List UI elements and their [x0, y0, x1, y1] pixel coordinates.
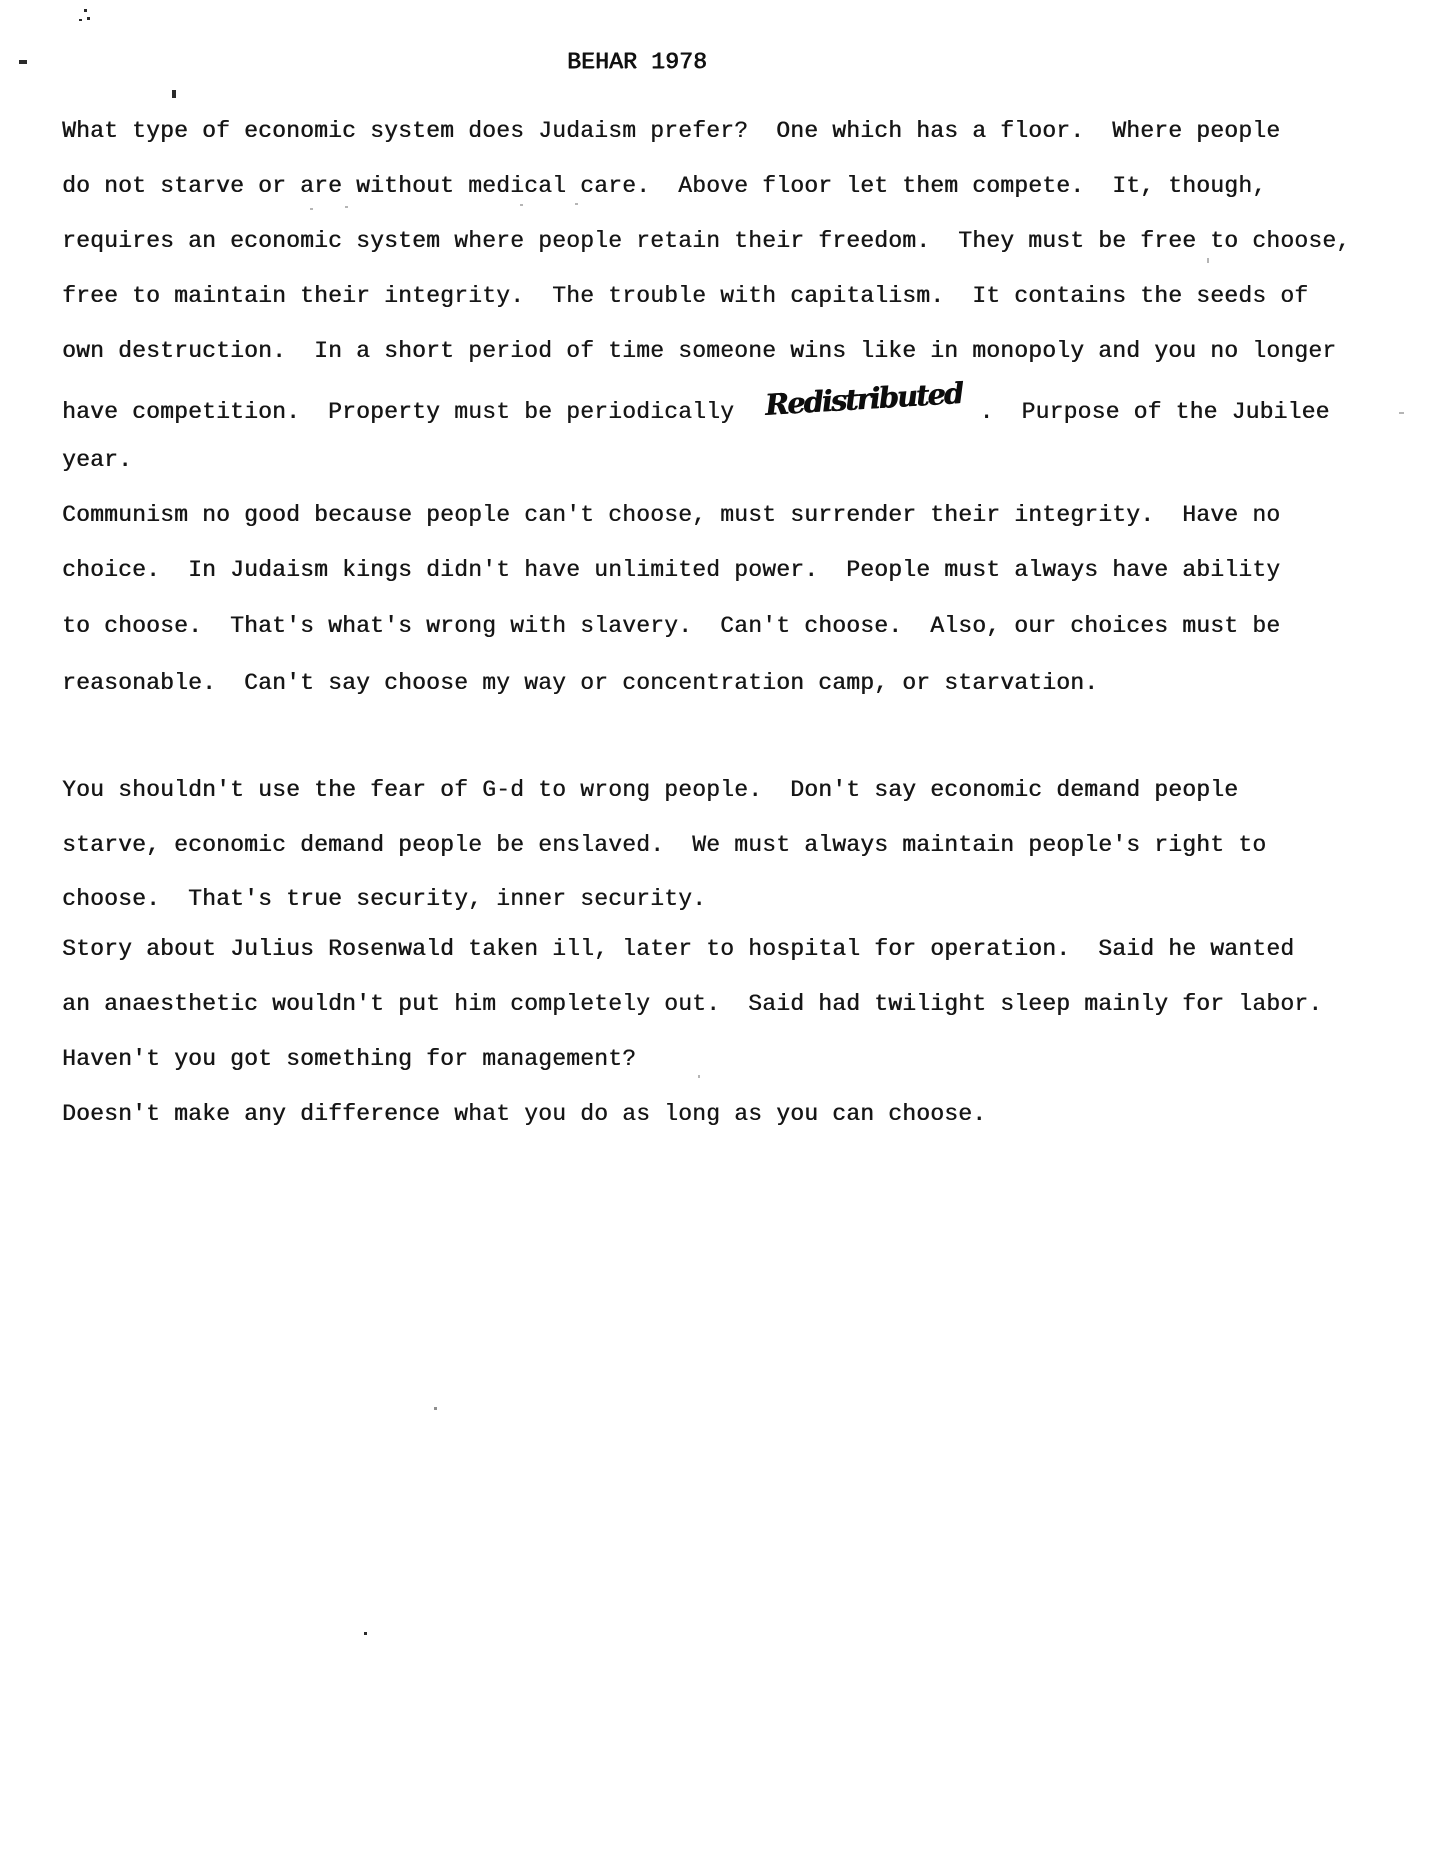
text-line-01: What type of economic system does Judaism prefer? One which has a floor. Where people — [62, 118, 1281, 144]
scan-artifact — [345, 206, 348, 208]
text-line-12: You shouldn't use the fear of G-d to wrong people. Don't say economic demand people — [62, 777, 1239, 803]
scan-artifact — [1399, 412, 1404, 414]
text-line-03: requires an economic system where people retain their freedom. They must be free to choose, — [62, 228, 1351, 254]
scan-artifact — [310, 208, 313, 210]
text-line-10: to choose. That's what's wrong with slavery. Can't choose. Also, our choices must be — [62, 613, 1281, 639]
text-segment-before-annotation: have competition. Property must be periodically — [62, 399, 735, 425]
scan-artifact — [364, 1632, 367, 1635]
scan-artifact — [172, 90, 176, 98]
text-line-11: reasonable. Can't say choose my way or concentration camp, or starvation. — [62, 670, 1099, 696]
text-line-13: starve, economic demand people be enslaved. We must always maintain people's right to — [62, 832, 1267, 858]
scan-artifact — [87, 17, 90, 20]
scan-artifact — [575, 203, 578, 205]
text-line-06 — [62, 376, 1330, 425]
scan-artifact — [19, 60, 27, 64]
text-line-15: Story about Julius Rosenwald taken ill, later to hospital for operation. Said he wanted — [62, 936, 1295, 962]
text-line-07: year. — [62, 447, 133, 473]
scan-artifact — [434, 1407, 437, 1410]
text-line-17: Haven't you got something for management? — [62, 1046, 637, 1072]
scan-artifact — [520, 204, 523, 206]
text-line-04: free to maintain their integrity. The trouble with capitalism. It contains the seeds of — [62, 283, 1309, 309]
text-line-09: choice. In Judaism kings didn't have unlimited power. People must always have ability — [62, 557, 1281, 583]
text-line-18: Doesn't make any difference what you do as long as you can choose. — [62, 1101, 987, 1127]
text-line-08: Communism no good because people can't choose, must surrender their integrity. Have no — [62, 502, 1281, 528]
scan-artifact — [84, 9, 87, 12]
text-segment-after-annotation: . Purpose of the Jubilee — [965, 399, 1330, 425]
text-line-16: an anaesthetic wouldn't put him completely out. Said had twilight sleep mainly for labor. — [62, 991, 1323, 1017]
scan-artifact — [1207, 258, 1209, 263]
scan-artifact — [79, 19, 82, 21]
text-line-02: do not starve or are without medical care. Above floor let them compete. It, though, — [62, 173, 1267, 199]
handwritten-word-redistributed: Redistributed — [763, 376, 964, 423]
text-line-05: own destruction. In a short period of time someone wins like in monopoly and you no longer — [62, 338, 1337, 364]
scan-artifact — [698, 1075, 700, 1078]
document-title: BEHAR 1978 — [567, 49, 708, 75]
text-line-14: choose. That's true security, inner security. — [62, 886, 707, 912]
